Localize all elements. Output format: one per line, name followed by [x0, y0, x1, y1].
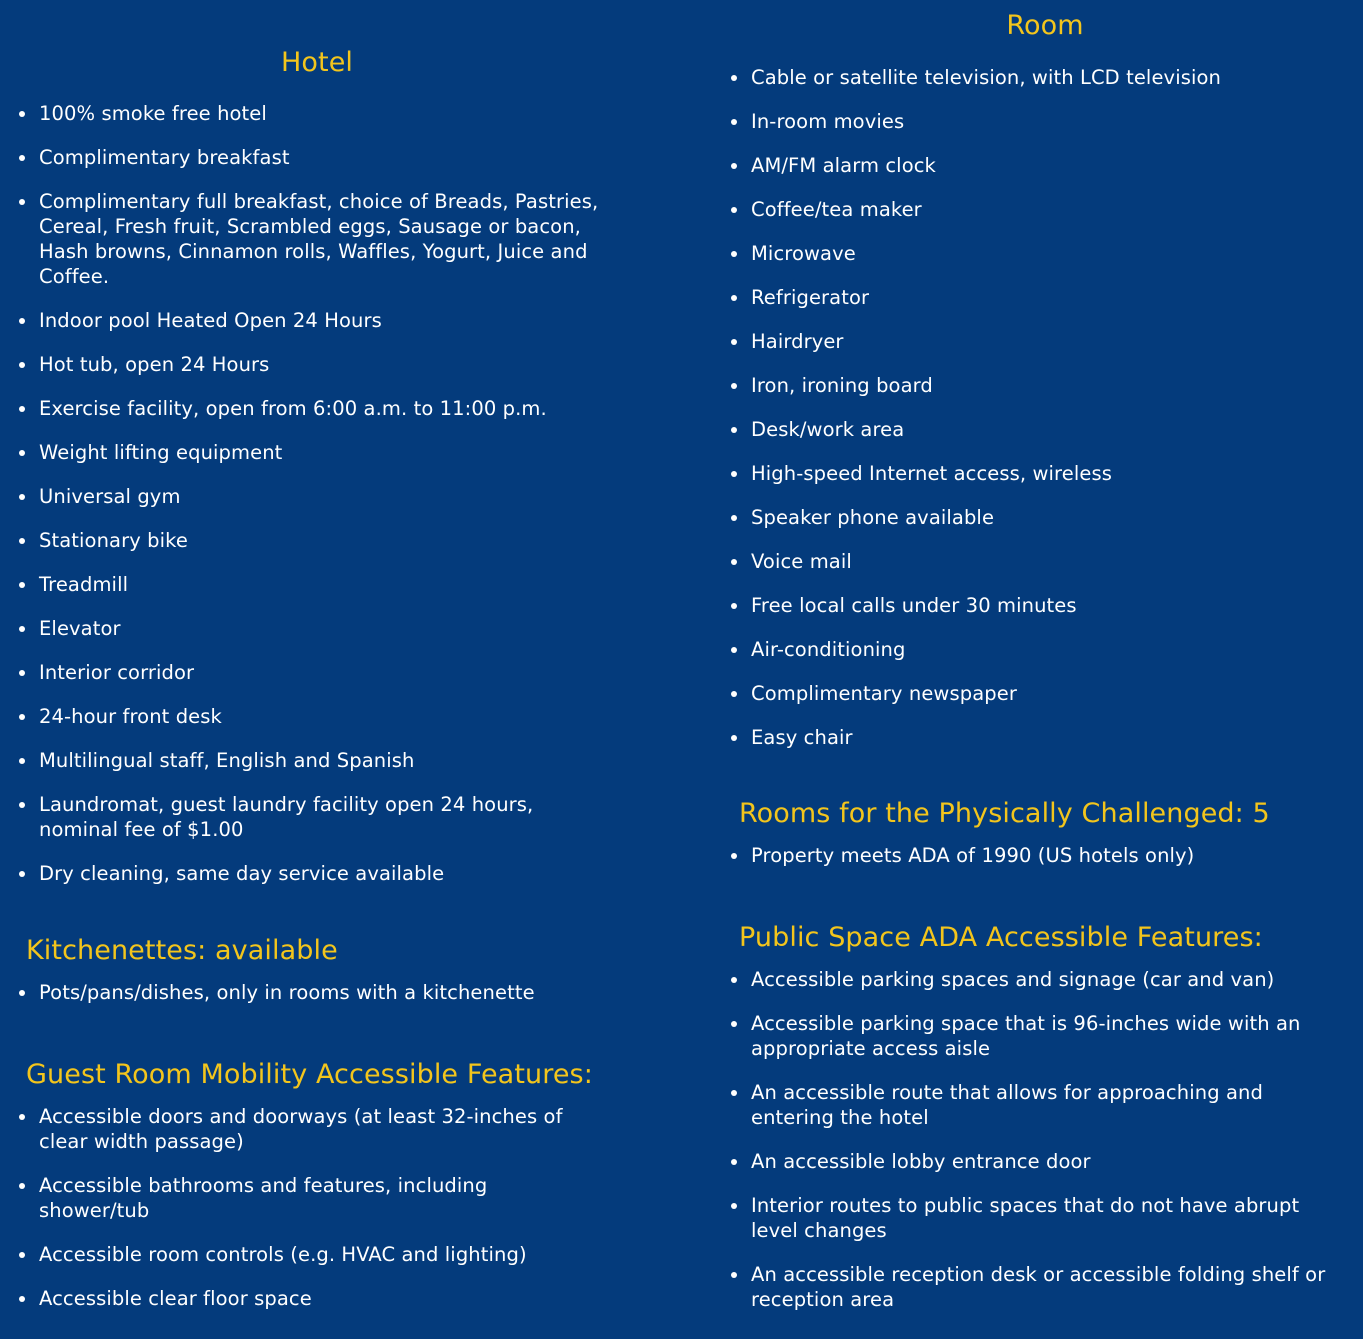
list-item: Desk/work area: [722, 417, 1352, 442]
list-item: Microwave: [722, 241, 1352, 266]
physically-challenged-section: [739, 797, 1349, 887]
guest-room-mobility-list: [0, 1104, 580, 1311]
list-item: Stationary bike: [0, 528, 600, 553]
list-item: Refrigerator: [722, 285, 1352, 310]
hotel-heading: Hotel: [280, 47, 354, 78]
kitchenettes-section: [26, 934, 626, 1024]
list-item: Hot tub, open 24 Hours: [0, 352, 600, 377]
list-item: Property meets ADA of 1990 (US hotels only): [722, 843, 1349, 868]
list-item: High-speed Internet access, wireless: [722, 461, 1352, 486]
list-item: Complimentary full breakfast, choice of Breads, Pastries, Cereal, Fresh fruit, Scrambled eggs, Sausage or bacon, Hash browns, Cinnamon rolls, Waffles, Yogurt, Juice and Coffee.: [0, 189, 600, 289]
list-item: Voice mail: [722, 549, 1352, 574]
list-item: AM/FM alarm clock: [722, 153, 1352, 178]
list-item: Accessible parking space that is 96-inches wide with an appropriate access aisle: [722, 1011, 1332, 1061]
hotel-section: [0, 46, 640, 905]
list-item: Elevator: [0, 616, 600, 641]
list-item: Pots/pans/dishes, only in rooms with a kitchenette: [0, 980, 600, 1005]
list-item: Interior routes to public spaces that do not have abrupt level changes: [722, 1193, 1332, 1243]
public-space-heading: Public Space ADA Accessible Features:: [739, 922, 1263, 953]
list-item: An accessible route that allows for approaching and entering the hotel: [722, 1080, 1332, 1130]
kitchenettes-list: [0, 980, 600, 1005]
list-item: An accessible reception desk or accessible folding shelf or reception area: [722, 1262, 1332, 1312]
list-item: In-room movies: [722, 109, 1352, 134]
room-section: [722, 9, 1352, 769]
list-item: Interior corridor: [0, 660, 600, 685]
public-space-list: [722, 967, 1332, 1312]
guest-room-mobility-section: [26, 1058, 626, 1330]
hotel-list: [0, 101, 600, 886]
list-item: Complimentary newspaper: [722, 681, 1352, 706]
list-item: Complimentary breakfast: [0, 145, 600, 170]
room-heading: Room: [1006, 10, 1084, 41]
physically-challenged-heading: Rooms for the Physically Challenged: 5: [739, 798, 1270, 829]
list-item: Hairdryer: [722, 329, 1352, 354]
list-item: Universal gym: [0, 484, 600, 509]
list-item: Multilingual staff, English and Spanish: [0, 748, 600, 773]
list-item: Coffee/tea maker: [722, 197, 1352, 222]
list-item: Accessible room controls (e.g. HVAC and lighting): [0, 1242, 580, 1267]
list-item: Weight lifting equipment: [0, 440, 600, 465]
list-item: Treadmill: [0, 572, 600, 597]
list-item: Iron, ironing board: [722, 373, 1352, 398]
guest-room-mobility-heading: Guest Room Mobility Accessible Features:: [26, 1059, 593, 1090]
list-item: Cable or satellite television, with LCD television: [722, 65, 1352, 90]
list-item: Free local calls under 30 minutes: [722, 593, 1352, 618]
list-item: 24-hour front desk: [0, 704, 600, 729]
list-item: Speaker phone available: [722, 505, 1352, 530]
kitchenettes-heading: Kitchenettes: available: [26, 935, 338, 966]
list-item: 100% smoke free hotel: [0, 101, 600, 126]
list-item: Exercise facility, open from 6:00 a.m. to 11:00 p.m.: [0, 396, 600, 421]
list-item: Indoor pool Heated Open 24 Hours: [0, 308, 600, 333]
list-item: Air-conditioning: [722, 637, 1352, 662]
list-item: Accessible bathrooms and features, including shower/tub: [0, 1173, 580, 1223]
list-item: Easy chair: [722, 725, 1352, 750]
physically-challenged-list: [722, 843, 1349, 868]
list-item: Dry cleaning, same day service available: [0, 861, 600, 886]
list-item: Accessible doors and doorways (at least 32-inches of clear width passage): [0, 1104, 580, 1154]
room-list: [722, 65, 1352, 750]
public-space-section: [739, 921, 1349, 1331]
list-item: An accessible lobby entrance door: [722, 1149, 1332, 1174]
list-item: Laundromat, guest laundry facility open 24 hours, nominal fee of $1.00: [0, 792, 600, 842]
list-item: Accessible clear floor space: [0, 1286, 580, 1311]
list-item: Accessible parking spaces and signage (car and van): [722, 967, 1332, 992]
